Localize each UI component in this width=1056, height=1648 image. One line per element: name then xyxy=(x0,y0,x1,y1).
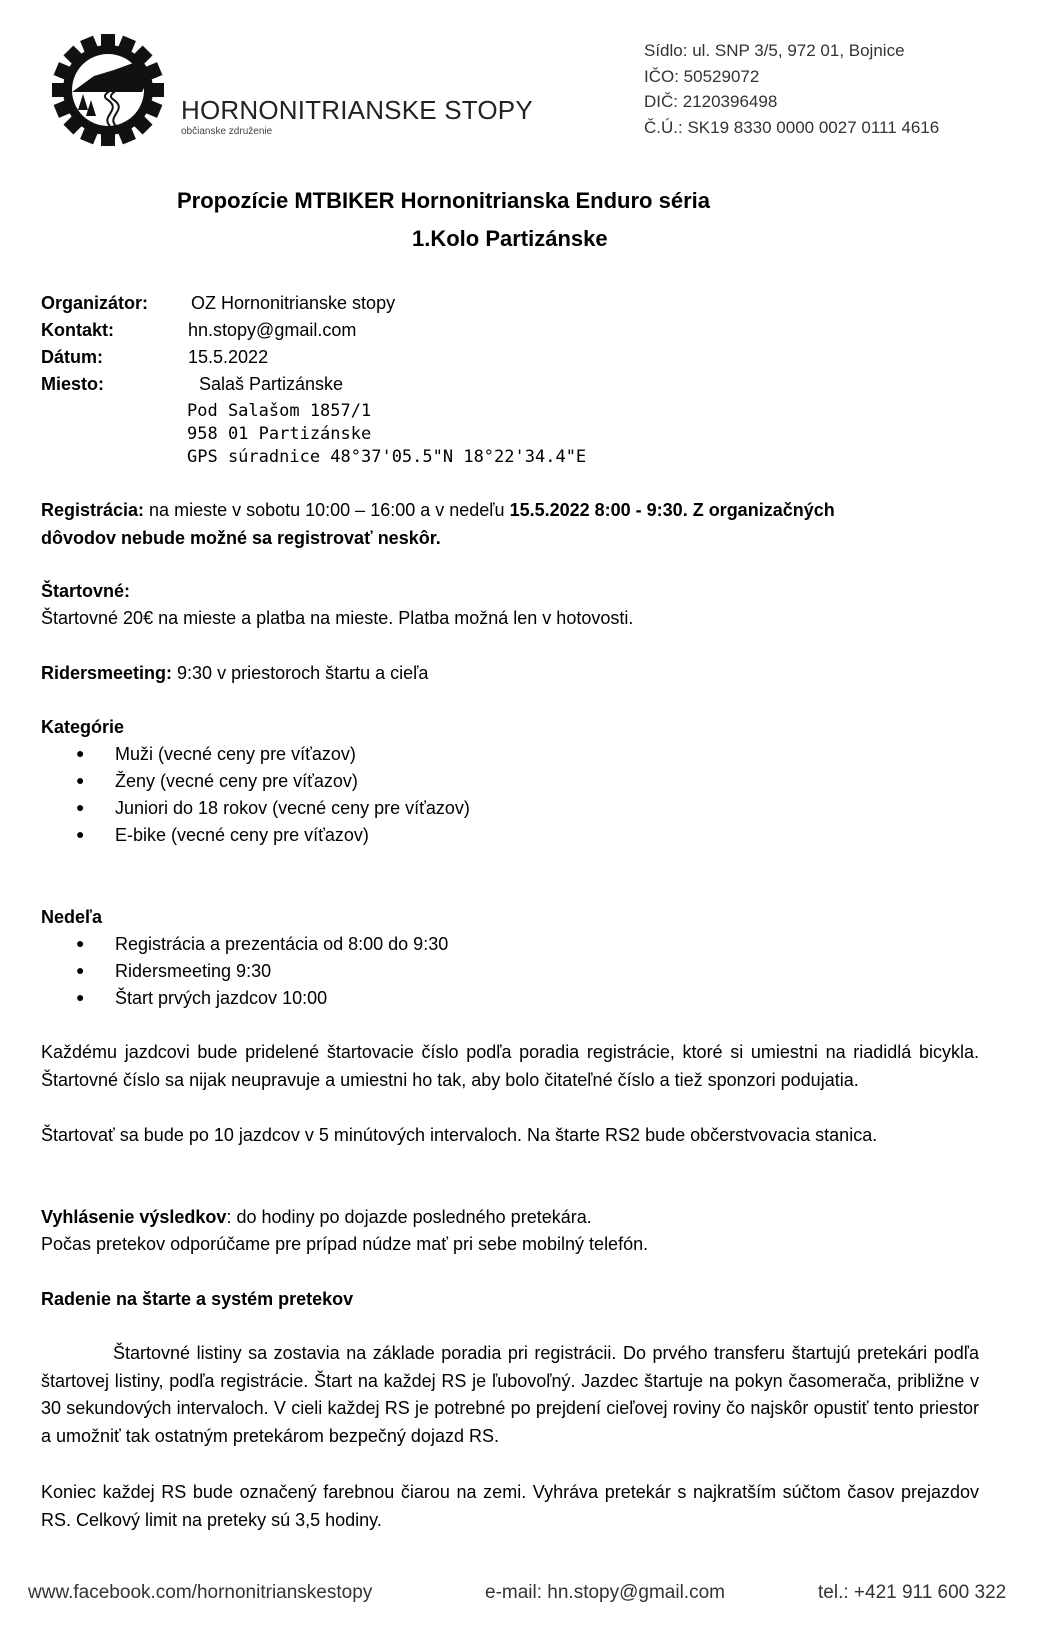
address-street: Pod Salašom 1857/1 xyxy=(187,401,372,421)
organizer-value: OZ Hornonitrianske stopy xyxy=(191,293,396,313)
registration-line xyxy=(41,496,835,524)
bullet-icon: ● xyxy=(76,826,85,842)
address-city: 958 01 Partizánske xyxy=(187,424,372,444)
place-value: Salaš Partizánske xyxy=(199,374,344,394)
organization-details xyxy=(644,38,939,140)
seat-address: Sídlo: ul. SNP 3/5, 972 01, Bojnice xyxy=(644,41,905,60)
list-item: Ridersmeeting 9:30 xyxy=(115,961,272,981)
place-label: Miesto: xyxy=(41,374,104,394)
start-interval-paragraph: Štartovať sa bude po 10 jazdcov v 5 minútových intervaloch. Na štarte RS2 bude občerstvovacia stanica. xyxy=(41,1125,878,1145)
list-item: E-bike (vecné ceny pre víťazov) xyxy=(115,825,369,845)
fee-text: Štartovné 20€ na mieste a platba na mieste. Platba možná len v hotovosti. xyxy=(41,608,634,628)
results-text: : do hodiny po dojazde posledného pretekára. xyxy=(226,1207,592,1227)
categories-heading: Kategórie xyxy=(41,717,125,737)
organizer-label: Organizátor: xyxy=(41,293,149,313)
start-number-paragraph: Každému jazdcovi bude pridelené štartovacie číslo podľa poradia registrácie, ktoré si umiestni na riadidlá bicykla. Štartovné číslo sa nijak neupravuje a umiestni ho tak, aby bolo čitateľné číslo a tiež sponzori podujatia. xyxy=(41,1042,979,1090)
system-paragraph-1: Štartovné listiny sa zostavia na základe poradia pri registrácii. Do prvého transferu štartujú pretekári podľa štartovej listiny, podľa registrácie. Štart na každej RS je ľubovoľný. Jazdec štartuje na pokyn časomerača, približne v 30 sekundových intervaloch. V cieli každej RS je potrebné po prejdení cieľovej roviny čo najskôr opustiť tento priestor a umožniť tak ostatným pretekárom bezpečný dojazd RS. xyxy=(41,1343,979,1446)
organization-subtitle: občianske združenie xyxy=(181,126,273,137)
title-line-2: 1.Kolo Partizánske xyxy=(412,226,608,251)
organization-name: HORNONITRIANSKE STOPY xyxy=(181,95,533,125)
list-item: Štart prvých jazdcov 10:00 xyxy=(115,988,328,1008)
registration-text: na mieste v sobotu 10:00 – 16:00 a v nedeľu xyxy=(144,500,510,520)
ridersmeeting-text: 9:30 v priestoroch štartu a cieľa xyxy=(172,663,429,683)
bullet-icon: ● xyxy=(76,772,85,788)
list-item: Muži (vecné ceny pre víťazov) xyxy=(115,744,356,764)
date-label: Dátum: xyxy=(41,347,103,367)
system-paragraph-2: Koniec každej RS bude označený farebnou čiarou na zemi. Vyhráva pretekár s najkratším súčtom časov prejazdov RS. Celkový limit na preteky sú 3,5 hodiny. xyxy=(41,1482,979,1530)
gps-coordinates: GPS súradnice 48°37'05.5"N 18°22'34.4"E xyxy=(187,447,587,467)
footer-phone: tel.: +421 911 600 322 xyxy=(818,1582,1007,1603)
bullet-icon: ● xyxy=(76,962,85,978)
phone-advice: Počas pretekov odporúčame pre prípad núdze mať pri sebe mobilný telefón. xyxy=(41,1234,649,1254)
date-value: 15.5.2022 xyxy=(188,347,269,367)
list-item: Registrácia a prezentácia od 8:00 do 9:30 xyxy=(115,934,449,954)
bank-account: Č.Ú.: SK19 8330 0000 0027 0111 4616 xyxy=(644,117,940,137)
registration-bold-text: 15.5.2022 8:00 - 9:30. Z organizačných xyxy=(509,500,835,520)
contact-email: hn.stopy@gmail.com xyxy=(188,320,357,340)
sunday-heading: Nedeľa xyxy=(41,907,102,927)
list-item: Ženy (vecné ceny pre víťazov) xyxy=(115,771,358,791)
ico-number: IČO: 50529072 xyxy=(644,66,760,86)
bullet-icon: ● xyxy=(76,935,85,951)
list-item: Juniori do 18 rokov (vecné ceny pre víťazov) xyxy=(115,798,470,818)
document-title xyxy=(0,188,710,268)
results-label: Vyhlásenie výsledkov xyxy=(41,1207,227,1227)
registration-note: dôvodov nebude možné sa registrovať neskôr. xyxy=(41,528,441,548)
title-line-1: Propozície MTBIKER Hornonitrianska Enduro séria xyxy=(177,188,710,213)
footer-facebook-link[interactable]: www.facebook.com/hornonitrianskestopy xyxy=(28,1582,373,1603)
footer-email[interactable]: e-mail: hn.stopy@gmail.com xyxy=(485,1582,725,1603)
ridersmeeting-line xyxy=(41,659,428,687)
registration-label: Registrácia: xyxy=(41,500,145,520)
fee-heading: Štartovné: xyxy=(41,581,131,601)
ridersmeeting-label: Ridersmeeting: xyxy=(41,663,173,683)
contact-label: Kontakt: xyxy=(41,320,114,340)
dic-number: DIČ: 2120396498 xyxy=(644,92,778,111)
bullet-icon: ● xyxy=(76,745,85,761)
results-line xyxy=(41,1203,592,1231)
bullet-icon: ● xyxy=(76,799,85,815)
system-heading: Radenie na štarte a systém pretekov xyxy=(41,1289,354,1309)
bullet-icon: ● xyxy=(76,989,85,1005)
gear-mountain-logo xyxy=(52,34,164,146)
